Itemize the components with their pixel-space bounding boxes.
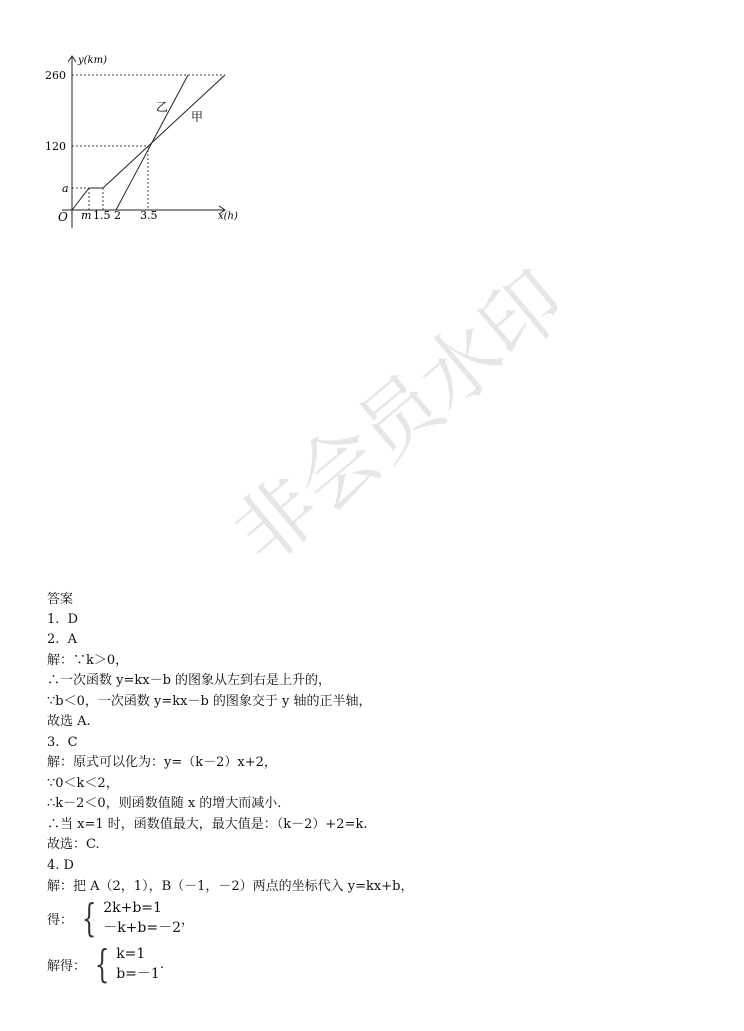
answer-line: ∴k－2＜0，则函数值随 x 的增大而减小. bbox=[47, 796, 282, 811]
equation-system-2 bbox=[47, 944, 164, 984]
watermark: 非会员水印 bbox=[216, 253, 583, 582]
line-yi bbox=[116, 75, 188, 210]
line-label-yi: 乙 bbox=[156, 100, 169, 114]
answer-line: 1. D bbox=[47, 612, 79, 627]
answer-line: ∵0＜k＜2， bbox=[47, 776, 119, 791]
origin-label: O bbox=[58, 210, 68, 224]
brace-icon: { bbox=[94, 942, 110, 986]
answer-line: 2. A bbox=[47, 632, 78, 647]
answer-line: ∵b＜0，一次函数 y=kx－b 的图象交于 y 轴的正半轴， bbox=[47, 694, 372, 709]
answer-line: 解：∵k＞0， bbox=[47, 653, 129, 668]
line-label-jia: 甲 bbox=[191, 110, 204, 124]
system-prefix: 解得： bbox=[47, 958, 87, 974]
equation: k=1 bbox=[116, 946, 146, 962]
x-tick-2: 2 bbox=[114, 209, 121, 222]
system-suffix: ， bbox=[181, 912, 195, 928]
line-jia bbox=[72, 75, 225, 210]
x-tick-3-5: 3.5 bbox=[140, 209, 158, 222]
answer-line: 3. C bbox=[47, 735, 78, 750]
y-tick-a: a bbox=[62, 182, 69, 195]
brace-icon: { bbox=[81, 896, 97, 940]
answer-line: 故选：C. bbox=[47, 837, 100, 852]
y-tick-260: 260 bbox=[45, 69, 66, 82]
answers-heading: 答案 bbox=[47, 592, 74, 607]
system-suffix: . bbox=[159, 956, 164, 972]
answer-line: 解：原式可以化为：y=（k－2）x+2， bbox=[47, 755, 277, 770]
equation: 2k+b=1 bbox=[103, 900, 162, 916]
equation-system-1 bbox=[47, 898, 194, 938]
distance-time-graph bbox=[0, 0, 260, 240]
answer-line: 解：把 A（2，1），B（－1，－2）两点的坐标代入 y=kx+b， bbox=[47, 879, 414, 894]
equation: b=－1 bbox=[116, 966, 160, 982]
x-axis-label: x(h) bbox=[218, 211, 238, 222]
answer-line: 4. D bbox=[47, 858, 74, 873]
equation: －k+b=－2 bbox=[103, 920, 182, 936]
guide-lines bbox=[72, 75, 225, 210]
y-tick-120: 120 bbox=[45, 140, 66, 153]
answer-line: 故选 A. bbox=[47, 714, 91, 729]
answer-line: ∴当 x=1 时，函数值最大，最大值是：（k－2）+2=k. bbox=[47, 817, 368, 832]
x-tick-m: m bbox=[81, 209, 92, 222]
x-tick-1-5: 1.5 bbox=[93, 209, 111, 222]
y-axis-label: y(km) bbox=[78, 55, 107, 66]
answer-line: ∴一次函数 y=kx－b 的图象从左到右是上升的， bbox=[47, 673, 332, 688]
system-prefix: 得： bbox=[47, 912, 74, 928]
